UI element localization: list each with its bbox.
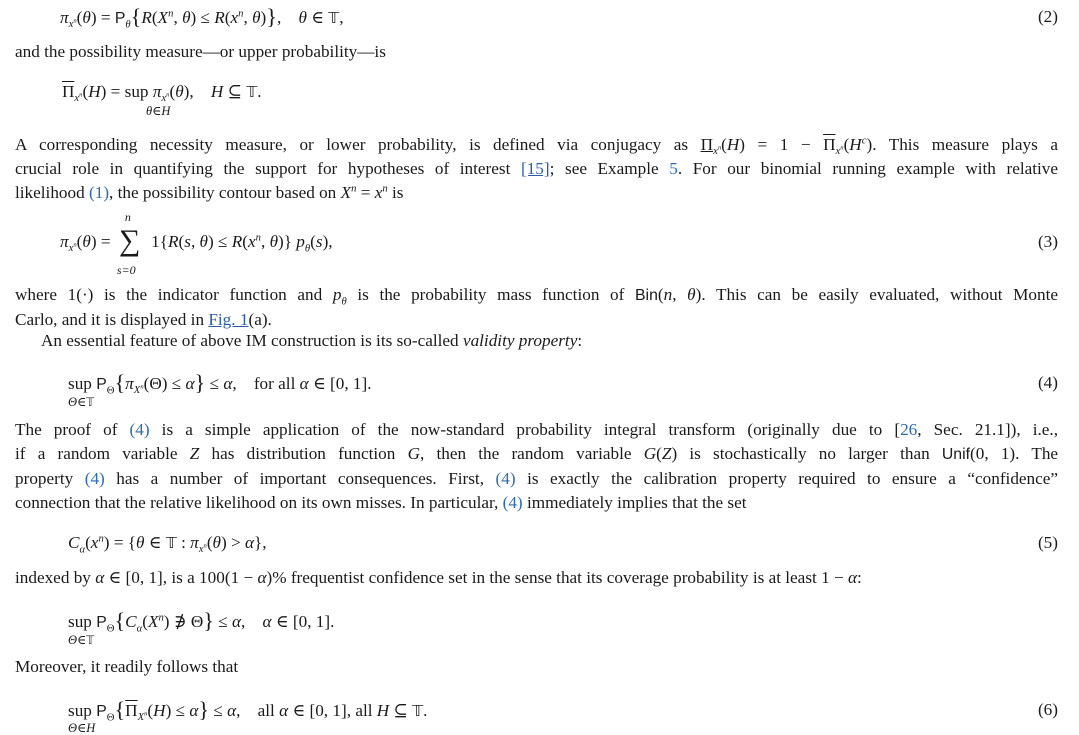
equation-4: sup $P_\Theta\{\pi_{X^n}(\Theta) \le \alpha\} \le \alpha$, for all α ∈ [0, 1]. <box>68 370 372 397</box>
equation-3: $\pi_{x^n}(\theta)$ = ∑ n s=0 1{R(s, $\theta) \le R(x^n$, θ)} $p_\theta(s)$, <box>60 210 333 278</box>
sup-subscript: Θ∈H <box>68 721 96 735</box>
equation-5: $C_\alpha(x^n) = \{\theta$ ∈ 𝕋 : $\pi_{x^n}(\theta) > \alpha$}, <box>68 533 267 556</box>
equation-1-link[interactable]: (1) <box>89 183 110 202</box>
equation-4-link[interactable]: (4) <box>502 493 523 512</box>
sup-subscript: Θ∈𝕋 <box>68 633 95 647</box>
equation-number-4: (4) <box>1037 373 1058 392</box>
proof-paragraph: The proof of (4) is a simple application of the now-standard probability integral transform (originally due to [26, Sec. 21.1]), i.e., if a random variable Z has distribution function G, then the random variable G(Z) is stochastically no larger than Unif(0, 1). The property (4) has a number of important consequences. First, (4) is exactly the calibration property required to ensure a “confidence” connection that the relative likelihood on its own misses. In particular, (4) immediately implies that the set <box>15 420 1059 512</box>
possibility-measure-equation: $\overline{\Pi}_{x^n}(H)$ = sup $\pi_{x^n}(\theta)$, H ⊆ 𝕋. <box>62 82 262 105</box>
equation-number-5: (5) <box>1037 533 1058 552</box>
possibility-intro-text: and the possibility measure—or upper probability—is <box>15 42 386 61</box>
coverage-equation: sup $P_\Theta\{C_\alpha(X^n)$ ∌ Θ} ≤ α, α ∈ [0, 1]. <box>68 608 335 635</box>
citation-26-link[interactable]: 26 <box>900 420 918 439</box>
example-5-link[interactable]: 5 <box>669 159 678 178</box>
moreover-text: Moreover, it readily follows that <box>15 657 239 676</box>
indicator-paragraph: where 1(·) is the indicator function and $p_\theta$ is the probability mass function of Bin(n, θ). This can be easily evaluated, without Monte Carlo, and it is displayed in Fig. 1(a). <box>15 285 1059 329</box>
necessity-paragraph: A corresponding necessity measure, or lower probability, is defined via conjugacy as $\Pi_{x^n}(H) = 1 - \overline{\Pi}_{x^n}(H^c)$. This measure plays a crucial role in quantifying the support for hypotheses of interest [15]; see Example 5. For our binomial running example with relative likelihood (1), the possibility contour based on $X^n = x^n$ is <box>15 135 1059 202</box>
equation-number-2: (2) <box>1037 7 1058 26</box>
equation-6: sup $P_\Theta\{\overline{\Pi}_{X^n}(H) \le \alpha\} \le \alpha$, all α ∈ [0, 1], all H ⊆ 𝕋. <box>68 697 428 724</box>
citation-15-link[interactable]: [15] <box>520 159 550 178</box>
equation-2: $\pi_{x^n}(\theta) = P_\theta\{R(X^n$, $\theta) \le R(x^n$, θ)}, θ ∈ 𝕋, <box>60 4 344 31</box>
sup-subscript: Θ∈𝕋 <box>68 395 95 409</box>
figure-1-link[interactable]: Fig. 1 <box>208 310 249 329</box>
validity-intro: An essential feature of above IM construction is its so-called validity property: <box>41 331 583 350</box>
indexed-paragraph: indexed by α ∈ [0, 1], is a 100(1 − α)% frequentist confidence set in the sense that its coverage probability is at least 1 − α: <box>15 568 862 587</box>
equation-4-link[interactable]: (4) <box>495 469 516 488</box>
equation-4-link[interactable]: (4) <box>129 420 150 439</box>
equation-4-link[interactable]: (4) <box>84 469 105 488</box>
equation-number-3: (3) <box>1037 232 1058 251</box>
equation-number-6: (6) <box>1037 700 1058 719</box>
sup-subscript: θ∈H <box>146 104 171 118</box>
